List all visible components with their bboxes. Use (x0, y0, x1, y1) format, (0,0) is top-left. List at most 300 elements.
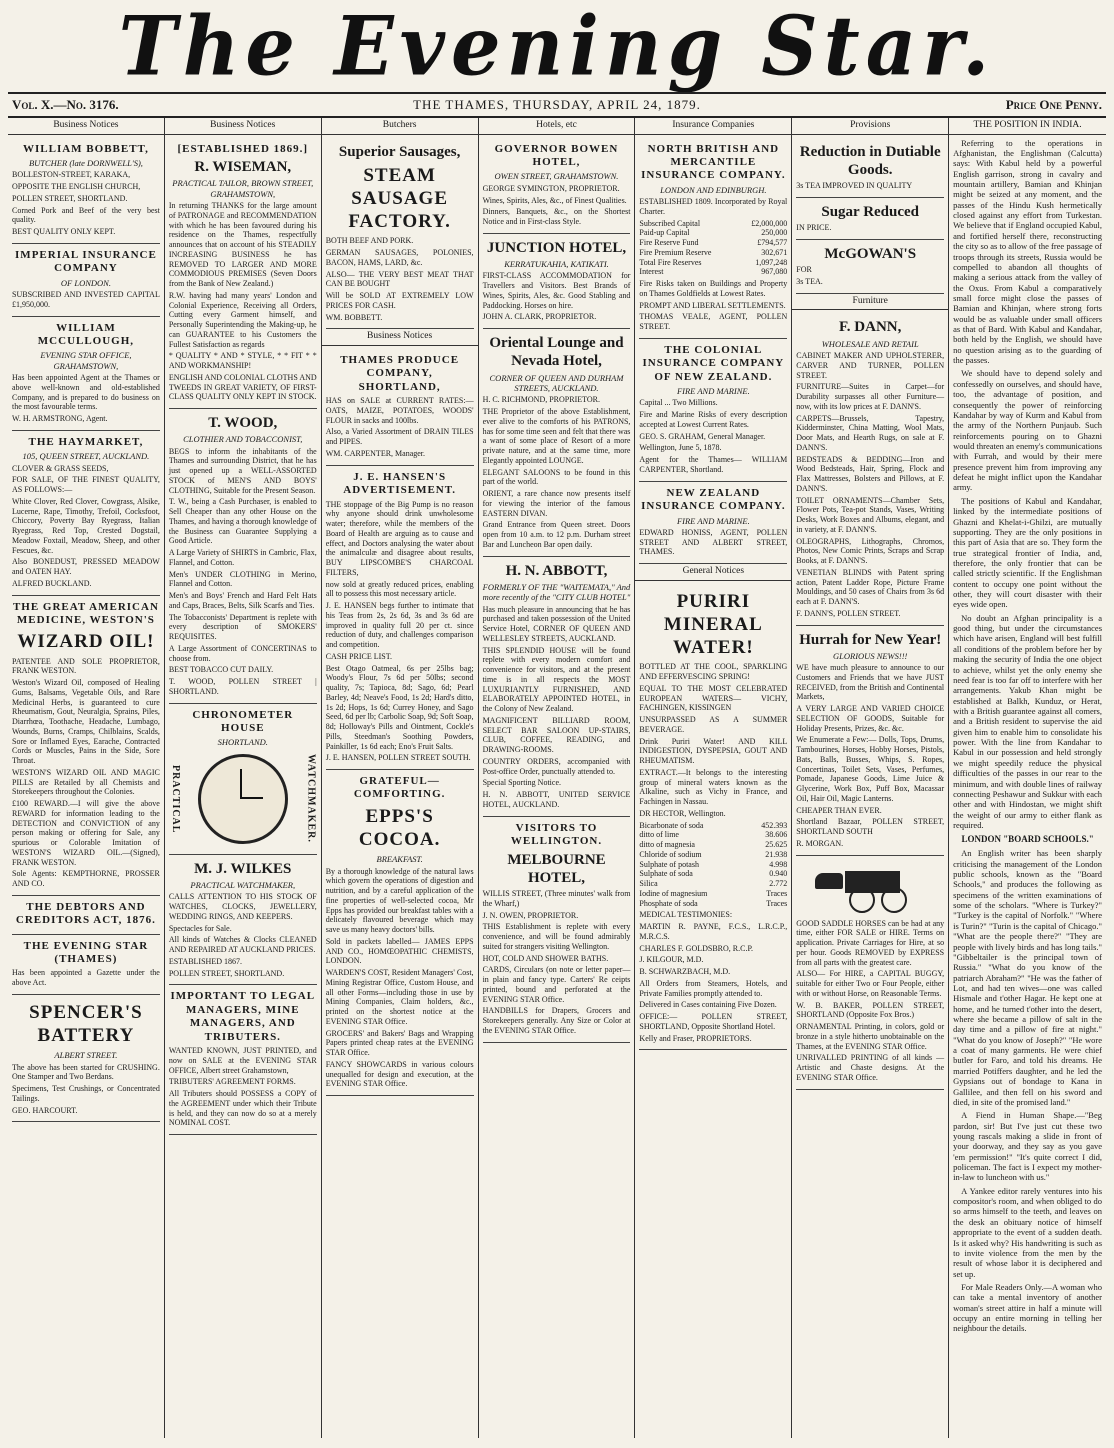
ad-line: Weston's Wizard Oil, composed of Healing Gums, Balsams, Vegetable Oils, and Rare Medicinal Herbs, is guaranteed to cure Rheumatism, Gout, Neuralgia, Sprains, Piles, Diarrhœa, Toothache, Headache, Lumbago, Wounds, Burns, Cramps, Chilblains, Scalds, Sore or Inflamed Eyes, Earache, Contracted Cords or Muscles, Pains in the Side, Sore Throat. (12, 678, 160, 766)
ad-line: Shortland Bazaar, POLLEN STREET, SHORTLAND SOUTH (796, 817, 945, 837)
column-5 (635, 118, 792, 1438)
row-label: Subscribed Capital (639, 218, 701, 228)
masthead (0, 0, 1114, 92)
ad-line: GERMAN SAUSAGES, POLONIES, BACON, HAMS, LARD, &c. (325, 248, 474, 267)
ad-line: HOT, COLD AND SHOWER BATHS. (482, 953, 609, 963)
ad-line: CHARLES F. GOLDSBRO, R.C.P. (639, 943, 754, 953)
advertisement (483, 557, 631, 817)
ad-display-title: STEAM SAUSAGE FACTORY. (348, 164, 451, 233)
ad-line: Men's UNDER CLOTHING in Merino, Flannel and Cotton. (168, 569, 317, 589)
ad-line: H. C. RICHMOND, PROPRIETOR. (482, 395, 600, 405)
ad-line: PROMPT AND LIBERAL SETTLEMENTS. (639, 300, 786, 310)
horse-carriage-icon (815, 863, 925, 915)
ad-line: Spectacles for Sale. (168, 923, 232, 933)
ad-line: ESTABLISHED 1867. (168, 956, 242, 966)
ad-line: F. DANN'S, POLLEN STREET. (796, 608, 901, 618)
advertisement (169, 855, 317, 986)
ad-line: POLLEN STREET, SHORTLAND. (168, 968, 285, 978)
row-label: Fire Reserve Fund (639, 238, 699, 248)
row-value: 38.606 (765, 830, 788, 840)
article-paragraph: A Yankee editor rarely ventures into his compositor's room, and when obliged to do so arms himself to the teeth, and leaves on the desk an obituary notice of himself appropriate to the event of a sudden death. Is it asked why? His handwriting is such as to invite violence from the men by the result of whose labor it is deciphered and set up. (953, 1185, 1102, 1279)
ad-line: 3s TEA. (796, 277, 823, 287)
ad-line: IN PRICE. (796, 223, 832, 233)
advertisement (639, 339, 787, 482)
column-heading: THE POSITION IN INDIA. (949, 118, 1106, 135)
column-4 (479, 118, 636, 1438)
ad-heading: THE DEBTORS AND CREDITORS ACT, 1876. (15, 900, 156, 927)
ad-line: ALSO— THE VERY BEST MEAT THAT CAN BE BOUGHT (325, 269, 474, 289)
ad-heading: WILLIAM MCCULLOUGH, (37, 321, 135, 347)
column-3 (322, 118, 479, 1438)
ad-subtitle: LONDON AND EDINBURGH. (660, 184, 767, 195)
row-value: 2.772 (769, 879, 788, 888)
ad-title: McGOWAN'S (824, 245, 917, 262)
article-paragraph: The positions of Kabul and Kandahar, linked by the intermediate positions of Ghazni and Khelat-i-Ghilzi, are mutually supporting. They are the only positions in this part of Asia that are so. They form the true strategical frontier of India, and, therefore, the only frontier that can be called strictly scientific. If the Englishman content to occupy one point without the other, they will court disaster with their eyes wide open. (953, 495, 1102, 610)
ad-title: Superior Sausages, (338, 143, 461, 160)
ad-line: MEDICAL TESTIMONIES: (639, 910, 733, 920)
row-value: 302,671 (761, 247, 788, 257)
ad-line: OPPOSITE THE ENGLISH CHURCH, (12, 182, 141, 192)
ad-line: J. KILGOUR, M.D. (639, 955, 704, 965)
article-paragraph: We should have to depend solely and confessedly on ourselves, and should have, too, the advantage of position, and consequently the power of reinforcing Kandahar by way of Kurm and Kabul from the army of the Northern Punjaub. Such reinforcements pouring on to Ghazni would threaten an enemy's communications with Furrah, and would by their mere presence prevent him from improving any defeat he might inflict upon the Kandahar army. (953, 368, 1102, 493)
row-label: Silica (639, 879, 658, 888)
table-row (639, 219, 787, 229)
ad-display-title: SPENCER'S BATTERY (29, 1001, 143, 1047)
ad-line: Also, a Varied Assortment of DRAIN TILES and PIPES. (325, 427, 474, 447)
advertisement (12, 995, 160, 1122)
ad-title: R. WISEMAN, (194, 158, 292, 175)
row-value: 0.940 (769, 869, 788, 879)
row-value: 452.393 (761, 820, 788, 830)
table-row (639, 248, 787, 258)
advertisement (326, 770, 474, 1096)
advertisement (796, 856, 944, 1090)
ad-line: THIS Establishment is replete with every convenience, and will be found admirably suited for strangers visiting Wellington. (482, 922, 631, 951)
ad-line: FOR (796, 265, 812, 275)
ad-subtitle: KERRATUKAHIA, KATIKATI. (504, 259, 609, 270)
ad-line: EXTRACT.—It belongs to the interesting group of mineral waters known as the Alkaline, such as Vichy in France, and Fachingen in Nassau. (639, 767, 788, 806)
ad-line: CARDS, Circulars (on note or letter paper—in plain and fancy type. Carters' Re ceipts printed, bound and perforated at the EVENING STAR Office. (482, 965, 631, 1004)
ad-line: ALSO— For HIRE, a CAPITAL BUGGY, suitable for either Two or Four People, either with or without Horse, on Reasonable Terms. (796, 969, 945, 998)
ad-heading: VISITORS TO WELLINGTON. (510, 821, 603, 848)
row-label: ditto of lime (639, 830, 679, 840)
row-value: 1,097,248 (755, 257, 788, 267)
advertisement (483, 817, 631, 1043)
dateline (8, 92, 1106, 118)
ad-line: WM. BOBBETT. (325, 312, 383, 322)
ad-line: Drink Puriri Water! AND KILL INDIGESTION, DYSPEPSIA, GOUT AND RHEUMATISM. (639, 736, 788, 765)
ad-line: Fire Risks taken on Buildings and Property on Thames Goldfields at Lowest Rates. (639, 279, 788, 298)
row-value: £2,000,000 (751, 218, 788, 228)
table-row (639, 889, 787, 899)
clock-icon (198, 754, 288, 844)
columns (8, 118, 1106, 1438)
ad-line: UNSURPASSED AS A SUMMER BEVERAGE. (639, 715, 788, 734)
ad-line: THOMAS VEALE, AGENT, POLLEN STREET. (639, 312, 788, 332)
ad-line: T. WOOD, POLLEN STREET | SHORTLAND. (168, 677, 317, 696)
ad-line: By a thorough knowledge of the natural laws which govern the operations of digestion and nutrition, and by a careful application of the fine properties of well-selected cocoa, Mr Epps has provided our breakfast tables with a delicately flavoured beverage which may save us many heavy doctors' bills. (325, 866, 474, 935)
ad-line: UNRIVALLED PRINTING of all kinds —Artistic and Chaste designs. At the EVENING STAR Office. (796, 1053, 945, 1082)
advertisement (796, 138, 944, 198)
ad-line: GEO. HARCOURT. (12, 1105, 78, 1115)
ad-line: CHEAPER THAN EVER. (796, 805, 882, 815)
article-paragraph: For Male Readers Only.—A woman who can take a mental inventory of another woman's street attire in half a minute will occupy an entire morning in telling her neighbour the details. (953, 1282, 1102, 1334)
table-row (639, 821, 787, 831)
vertical-label-left: PRACTICAL (170, 764, 182, 834)
advertisement (169, 985, 317, 1135)
advertisement (639, 138, 787, 339)
ad-title: F. DANN, (839, 319, 902, 336)
column-7 (949, 118, 1106, 1438)
ad-line: Kelly and Fraser, PROPRIETORS. (639, 1033, 752, 1043)
price: Price One Penny. (1005, 97, 1102, 112)
ad-line: Delivered in Cases containing Five Dozen. (639, 1000, 777, 1010)
ad-line: B. SCHWARZBACH, M.D. (639, 967, 731, 976)
advertisement (12, 896, 160, 935)
ad-line: THE stoppage of the Big Pump is no reason why anyone should drink unwholesome water; therefore, while the members of the Board of Health are arguing as to cause and effect, and Doctors analysing the water about the animalculæ and disagree about results, BUY LIPSCOMBE'S CHARCOAL FILTERS, (325, 499, 474, 577)
advertisement (12, 244, 160, 317)
ad-line: We Enumerate a Few:— Dolls, Tops, Drums, Tambourines, Horses, Hobby Horses, Pistols, Bats, Balls, Busses, Whips, S. Ropes, Concertinas, Toilet Sets, Vases, Perfumes, Pomade, Japanese Goods, Lime Juice & Glycerine, Work Box, Puff Box, Macassar Oil, Hair Oil, Magic Lanterns. (796, 735, 945, 803)
ad-line: MARTIN R. PAYNE, F.C.S., L.R.C.P., M.R.C.S. (639, 922, 788, 941)
row-value: 25.625 (765, 840, 788, 849)
ad-line: Best Otago Oatmeal, 6s per 25lbs bag; Woody's Flour, 7s 6d per 50lbs; second quality, 7s; Tapioca, 8d; Sago, 6d; Pearl Barley, 4d; Neave's Food, 1s 2d; Hard's ditto, 1s 2d; Hops, 1s 6d; Currey Honey, and Sago Seed, 6d per lb; Carbolic Soap, 9d; Soft Soap, 8d; Holloway's Pills and Ointment, Cockle's Pills, Steedman's Soothing Powders, Painkiller, 1s 6d each; Eno's Fruit Salts. (325, 663, 474, 751)
row-label: Iodine of magnesium (639, 888, 708, 898)
ad-line: Fire and Marine Risks of every description accepted at Lowest Current Rates. (639, 410, 788, 429)
ad-line: GOOD SADDLE HORSES can be had at any time, either FOR SALE or HIRE. Terms on application. Private Carriages for Hire, at so per hour. Goods REMOVED by EXPRESS from all parts with the greatest care. (796, 918, 945, 967)
ad-line: DR HECTOR, Wellington. (639, 808, 726, 818)
ad-line: ORIENT, a rare chance now presents itself for viewing the interior of the famous EASTERN DIVAN. (482, 489, 631, 518)
table-row (639, 267, 787, 277)
ad-line: Wellington, June 5, 1878. (639, 443, 722, 453)
row-label: Sulphate of soda (639, 869, 693, 879)
row-value: 4.998 (769, 859, 788, 869)
advertisement (796, 198, 944, 240)
ad-line: ENGLISH AND COLONIAL CLOTHS AND TWEEDS IN GREAT VARIETY, OF FIRST-CLASS QUALITY ONLY KEPT IN STOCK. (168, 372, 317, 402)
ad-line: THIS SPLENDID HOUSE will be found replete with every modern comfort and convenience for visitors, and at the present time is in all respects the MOST LUXURIANTLY FURNISHED, AND ELABORATELY APPOINTED HOTEL, in the Colony of New Zealand. (482, 645, 631, 714)
ad-line: BOTH BEEF AND PORK. (325, 236, 414, 246)
advertisement (12, 317, 160, 431)
ad-line: * QUALITY * AND * STYLE, * * FIT * * AND WORKMANSHIP! (168, 351, 317, 370)
ad-heading: [ESTABLISHED 1869.] (177, 142, 309, 155)
ad-line: The above has been started for CRUSHING. One Stamper and Two Berdans. (12, 1062, 160, 1082)
ad-line: £100 REWARD.—I will give the above REWARD for information leading to the DETECTION and CONVICTION of any person making or offering for Sale, any spurious or Colorable Imitation of WESTON'S WIZARD OIL.—(Signed), FRANK WESTON. (12, 799, 160, 867)
ad-line: ELEGANT SALOONS to be found in this part of the world. (482, 467, 631, 487)
table-row (639, 850, 787, 860)
ad-line: BEDSTEADS & BEDDING—Iron and Wood Bedsteads, Hair, Spring, Flock and Flax Mattresses, Bolsters and Pillows, at F. DANN'S. (796, 454, 945, 493)
ad-subtitle: 105, QUEEN STREET, AUCKLAND. (22, 451, 150, 462)
wheel-shape (881, 887, 907, 913)
table-row (639, 228, 787, 238)
advertisement (639, 482, 787, 564)
ad-line: BOLLESTON-STREET, KARAKA, (12, 170, 131, 180)
clock-illustration (169, 748, 317, 850)
ad-line: T. W., being a Cash Purchaser, is enabled to Sell Cheaper than any other House on the Thames, and having a thorough knowledge of the Business can Guarantee Supplying a Good Article. (168, 497, 317, 546)
ad-line: OLEOGRAPHS, Lithographs, Chromos, Photos, New Comic Prints, Scraps and Scrap Books, at F. DANN'S. (796, 536, 945, 565)
ad-line: BEST QUALITY ONLY KEPT. (12, 227, 116, 237)
table-row (639, 860, 787, 870)
ad-heading: THE HAYMARKET, (28, 435, 144, 448)
ad-line: ESTABLISHED 1809. Incorporated by Royal Charter. (639, 197, 788, 216)
ad-line: R.W. having had many years' London and Colonial Experience, Receiving all Orders, Cutting every Garment himself, and Personally Superintending the Making-up, he can GUARANTEE to his Customers the Fullest Satisfaction as regards (168, 290, 317, 349)
horse-shape (815, 873, 843, 889)
ad-line: PATENTEE AND SOLE PROPRIETOR, FRANK WESTON. (12, 656, 160, 676)
ad-title: JUNCTION HOTEL, (486, 239, 627, 256)
ad-line: EQUAL TO THE MOST CELEBRATED EUROPEAN WATERS— VICHY, FACHINGEN, KISSINGEN (639, 683, 788, 713)
ad-line: White Clover, Red Clover, Cowgrass, Alsike, Lucerne, Rape, Timothy, Trefoil, Cocksfoot, Chiccory, Poverty Bay Ryegrass, Italian Ryegrass, Red Top, Crested Dogstail, Meadow Foxtail, Meadow, Sheep, and other Fescues, &c. (12, 496, 160, 555)
advertisement (326, 138, 474, 330)
table-row (639, 830, 787, 840)
ad-line: CLOVER & GRASS SEEDS, (12, 463, 109, 473)
advertisement (326, 349, 474, 466)
ad-subtitle: PRACTICAL TAILOR, BROWN STREET, GRAHAMSTOWN, (172, 178, 314, 199)
ad-heading: THE GREAT AMERICAN MEDICINE, WESTON'S (12, 600, 159, 626)
ad-line: BEST TOBACCO CUT DAILY. (168, 665, 274, 675)
ad-heading: IMPORTANT TO LEGAL MANAGERS, MINE MANAGERS, AND TRIBUTERS. (170, 990, 316, 1043)
ad-line: Has been appointed a Gazette under the above Act. (12, 968, 160, 988)
ad-subtitle: CORNER OF QUEEN AND DURHAM STREETS, AUCKLAND. (489, 372, 624, 394)
row-label: ditto of magnesia (639, 840, 695, 849)
ad-line: Sole Agents: KEMPTHORNE, PROSSER AND CO. (12, 869, 160, 889)
ad-line: GEO. S. GRAHAM, General Manager. (639, 431, 766, 441)
section-heading: Business Notices (322, 329, 478, 346)
advertisement (483, 138, 631, 234)
ad-line: J. N. OWEN, PROPRIETOR. (482, 910, 579, 920)
ad-heading: GRATEFUL—COMFORTING. (353, 775, 446, 801)
ad-line: FURNITURE—Suites in Carpet—for Durability surpasses all other Furniture—now, with its low prices at F. DANN'S. (796, 382, 945, 411)
ad-line: Agent for the Thames— WILLIAM CARPENTER, Shortland. (639, 455, 788, 474)
ad-heading: IMPERIAL INSURANCE COMPANY (15, 248, 157, 275)
section-heading: General Notices (635, 564, 791, 581)
article-heading: LONDON "BOARD SCHOOLS." (961, 834, 1094, 845)
ad-line: COUNTRY ORDERS, accompanied with Post-office Order, punctually attended to. (482, 756, 631, 776)
ad-line: FANCY SHOWCARDS in various colours unequalled for design and execution, at the EVENING STAR Office. (325, 1059, 474, 1089)
ad-subtitle: EVENING STAR OFFICE, GRAHAMSTOWN, (40, 350, 132, 371)
ad-subtitle: BREAKFAST. (376, 854, 423, 865)
ad-line: Will be SOLD AT EXTREMELY LOW PRICES FOR CASH. (325, 291, 474, 310)
ad-title: Hurrah for New Year! (799, 631, 942, 648)
ad-heading: GOVERNOR BOWEN HOTEL, (494, 142, 619, 168)
ad-line: J. E. HANSEN, POLLEN STREET SOUTH. (325, 753, 471, 763)
column-heading: Hotels, etc (479, 118, 635, 135)
advertisement (483, 234, 631, 329)
ad-heading: THE EVENING STAR (THAMES) (23, 939, 149, 966)
article-paragraph: No doubt an Afghan principality is a good thing, but under the circumstances which have arisen, England will best fulfill all conditions of the problem before her by making the security of India the one object to achieve, whilst yet the only enemy she need fear is too far off to interfere with her arrangements. Yakub Khan might be established at Balkh, Kunduz, or Herat, with a British guarantee against all comers, and a British resident to supervise the aid given him to enable him to consolidate his power. With the line from Kandahar to Kabul in our possession and held strongly we might speedily reduce the physical difficulties of the passes in our rear to the minimum, and with double lines of railway connecting Peshawur and Sukkur with each other and with Hindostan, we might shift the weight of our army to either flank as required. (953, 612, 1102, 830)
row-label: Fire Premium Reserve (639, 247, 712, 257)
ad-subtitle: OWEN STREET, GRAHAMSTOWN. (494, 171, 619, 182)
ad-display-title: WIZARD OIL! (17, 631, 155, 653)
ad-heading: THAMES PRODUCE COMPANY, SHORTLAND, (340, 353, 460, 393)
advertisement (169, 409, 317, 704)
row-label: Total Fire Reserves (639, 257, 702, 267)
row-label: Paid-up Capital (639, 228, 690, 238)
row-value: 21.938 (765, 849, 788, 859)
row-label: Phosphate of soda (639, 898, 698, 908)
ad-title: Oriental Lounge and Nevada Hotel, (489, 335, 624, 370)
table-row (639, 869, 787, 879)
ad-line: WM. CARPENTER, Manager. (325, 448, 426, 458)
ad-line: JOHN A. CLARK, PROPRIETOR. (482, 312, 597, 322)
ad-line: J. E. HANSEN begs further to intimate that his Teas from 2s, 2s 6d, 3s and 3s 6d are improved in quality full 20 per ct. since reduction of duty, and challenges comparison and competition. (325, 601, 474, 649)
ad-line: POLLEN STREET, SHORTLAND. (12, 193, 128, 203)
ad-subtitle: SHORTLAND. (217, 737, 268, 748)
ad-line: VENETIAN BLINDS with Patent spring action, Patent Ladder Rope, Picture Frame Mouldings, and 50 cases of Chairs from 3s 6d each at F. DANN'S. (796, 567, 945, 606)
ad-line: Sold in packets labelled— JAMES EPPS AND CO., HOMŒOPATHIC CHEMISTS, LONDON. (325, 936, 474, 966)
ad-subtitle: BUTCHER (late DORNWELL'S), (28, 157, 143, 168)
volume-number: Vol. X.—No. 3176. (12, 97, 119, 112)
table-row (639, 258, 787, 268)
table-row (639, 238, 787, 248)
table-row (639, 840, 787, 850)
ad-title: T. WOOD, (208, 415, 278, 431)
ad-line: A Large Variety of SHIRTS in Cambric, Flax, Flannel, and Cotton. (168, 548, 317, 567)
advertisement (796, 313, 944, 625)
row-label: Bicarbonate of soda (639, 820, 704, 830)
advertisement (639, 584, 787, 1051)
ad-heading: WILLIAM BOBBETT, (23, 142, 149, 155)
advertisement (169, 704, 317, 855)
ad-line: Special Sporting Notice. (482, 778, 561, 788)
article (953, 138, 1102, 1334)
ad-line: In returning THANKS for the large amount of PATRONAGE and RECOMMENDATION with which he has been favoured during his residence on the Thames, respectfully announces that on account of his STEADILY INCREASING BUSINESS he has REMOVED TO LARGER AND MORE COMMODIOUS PREMISES (Seven Doors from the Bank of New Zealand.) (168, 201, 317, 288)
ad-line: ORNAMENTAL Printing, in colors, gold or bronze in a style hitherto unobtainable on the Thames, at the EVENING STAR Office. (796, 1022, 945, 1051)
column-heading: Business Notices (8, 118, 164, 135)
ad-line: EDWARD HONISS, AGENT, POLLEN STREET AND ALBERT STREET, THAMES. (639, 527, 788, 557)
ad-subtitle: WHOLESALE AND RETAIL (821, 338, 919, 349)
ad-subtitle: CLOTHIER AND TOBACCONIST, (183, 434, 303, 445)
ad-line: TOILET ORNAMENTS—Chamber Sets, Flower Pots, Tea-pot Stands, Vases, Writing Desks, Work Boxes and Albums, elegant, and in variety, at F. DANN'S. (796, 495, 945, 534)
ad-heading: THE COLONIAL INSURANCE COMPANY OF NEW ZEALAND. (642, 343, 785, 383)
row-value: £794,577 (757, 238, 788, 248)
ad-line: Grand Entrance from Queen street. Doors open from 10 a.m. to 12 p.m. Durham street Bar and Luncheon Bar open daily. (482, 520, 631, 549)
ad-line: WE have much pleasure to announce to our Customers and Friends that we have JUST RECEIVED, from the British and Continental Markets, (796, 663, 945, 702)
column-heading: Insurance Companies (635, 118, 791, 135)
row-value: 967,080 (761, 267, 788, 277)
issue-date: THE THAMES, THURSDAY, APRIL 24, 1879. (413, 97, 701, 112)
advertisement (796, 240, 944, 294)
ad-line: W. B. BAKER, POLLEN STREET, SHORTLAND (Opposite Fox Bros.) (796, 1000, 945, 1020)
ad-heading: CHRONOMETER HOUSE (192, 708, 294, 735)
ad-title: H. N. ABBOTT, (505, 562, 608, 579)
ad-title: Reduction in Dutiable Goods. (799, 143, 941, 178)
wheel-shape (849, 887, 875, 913)
advertisement (12, 138, 160, 244)
advertisement (12, 935, 160, 995)
row-value: 250,000 (761, 228, 788, 238)
ad-line: OFFICE:— POLLEN STREET, SHORTLAND, Opposite Shortland Hotel. (639, 1012, 788, 1031)
ad-line: CALLS ATTENTION TO HIS STOCK OF WATCHES, CLOCKS, JEWELLERY, WEDDING RINGS, AND KEEPERS. (168, 892, 317, 921)
ad-subtitle: FIRE AND MARINE. (676, 515, 750, 526)
ad-line: H. N. ABBOTT, UNITED SERVICE HOTEL, AUCKLAND. (482, 790, 631, 809)
ad-heading: NEW ZEALAND INSURANCE COMPANY. (641, 486, 786, 513)
vertical-label-right: WATCHMAKER. (305, 754, 317, 844)
ad-line: Has much pleasure in announcing that he has purchased and taken possession of the United Service Hotel, CORNER OF QUEEN AND WELLESLEY STREETS, AUCKLAND. (482, 604, 631, 643)
ad-line: THE Proprietor of the above Establishment, ever alive to the comforts of his PATRONS, has for some time seen and felt that there was a want of some place of Resort of a more private nature, and at the same time, more Elegantly appointed LOUNGE. (482, 407, 631, 465)
ad-line: Has been appointed Agent at the Thames or above well-known and old-established Company, and is prepared to do business on the most favourable terms. (12, 373, 160, 412)
article-paragraph: An English writer has been sharply criticising the management of the London public schools, known as the "Board Schools," and produces the following as specimens of the written examinations of some of the scholars. "Where is Turkey?" "Turkey is the capital of Norfolk." "Where is Turin?" "Turin is the capital of Chicago." "What are the people there?" "They are people with lively birds and has long tails." "Gibbeltailer is the principal town of Russia." "What do you know of the patriarch Abraham?" "He was the father of Lot, and had ten wives—one was called Hismale and t'other Hagar. He kept one at home, and he turned t'other into the desert, where she became a pillow of salt in the day time and a pillow of fire at night." "What do you know of Joseph?" "He wore a coat of many garments. He were chief butler for Faro, and told his dreams. He married Potiffers daughter, and he led the Gypsians out of bondage to Kana in Gallilee, and then fell on his sword and died, in site of the promised land." (953, 848, 1102, 1107)
ad-line: CASH PRICE LIST. (325, 651, 393, 661)
ad-heading: J. E. HANSEN'S ADVERTISEMENT. (343, 470, 456, 497)
ad-line: TRIBUTERS' AGREEMENT FORMS. (168, 1077, 296, 1087)
ad-line: CABINET MAKER AND UPHOLSTERER, CARVER AND TURNER, POLLEN STREET. (796, 351, 945, 380)
ad-line: Specimens, Test Crushings, or Concentrated Tailings. (12, 1084, 160, 1103)
ad-line: GEORGE SYMINGTON, PROPRIETOR. (482, 183, 620, 193)
ad-line: A VERY LARGE AND VARIED CHOICE SELECTION OF GOODS, Suitable for Holiday Presents, Prizes, &c. &c. (796, 704, 945, 733)
column-1 (8, 118, 165, 1438)
ad-line: R. MORGAN. (796, 838, 844, 848)
ad-line: BEGS to inform the inhabitants of the Thames and surrounding District, that he has just opened up a WELL-ASSORTED STOCK of MEN'S AND BOYS' CLOTHING, Suitable for the Present Season. (168, 446, 317, 495)
advertisement (169, 138, 317, 409)
ad-line: HANDBILLS for Drapers, Grocers and Storekeepers generally. Any Size or Color at the EVENING STAR Office. (482, 1006, 631, 1035)
ad-subtitle: GLORIOUS NEWS!!! (833, 650, 908, 661)
ad-line: ALFRED BUCKLAND. (12, 578, 92, 588)
ad-subtitle: OF LONDON. (60, 277, 111, 288)
ad-line: WANTED KNOWN, JUST PRINTED, and now on SALE at the EVENING STAR OFFICE, Albert street Grahamstown, (168, 1046, 317, 1075)
advertisement (326, 466, 474, 770)
ad-line: FIRST-CLASS ACCOMMODATION for Travellers and Visitors. Best Brands of Wines, Spirits, Ales, &c. Good Stabling and Paddocking. Horses on hire. (482, 271, 631, 310)
ad-subtitle: FORMERLY OF THE "WAITEMATA," And more recently of the "CITY CLUB HOTEL" (482, 582, 631, 603)
ad-title: MELBOURNE HOTEL, (507, 851, 606, 886)
ad-line: A Large Assortment of CONCERTINAS to choose from. (168, 643, 317, 663)
table-row (639, 899, 787, 909)
ad-title: M. J. WILKES (194, 860, 292, 877)
ad-line: now sold at greatly reduced prices, enabling all to possess this most necessary article. (325, 579, 474, 599)
row-label: Chloride of sodium (639, 849, 702, 859)
column-heading: Business Notices (165, 118, 321, 135)
ad-line: WARDEN'S COST, Resident Managers' Cost, Mining Registrar Office, Custom House, and all other Forms—including those in use by Mining Companies, Claim holders, &c., printed on the shortest notice at the EVENING STAR Office. (325, 968, 474, 1026)
ad-line: Wines, Spirits, Ales, &c., of Finest Qualities. (482, 195, 627, 205)
column-heading: Butchers (322, 118, 478, 135)
column-heading: Provisions (792, 118, 948, 135)
ad-display-title: EPPS'S COCOA. (358, 805, 441, 850)
ad-title: Sugar Reduced (821, 203, 920, 220)
ad-line: BOTTLED AT THE COOL, SPARKLING AND EFFERVESCING SPRING! (639, 662, 788, 681)
ad-line: All Tributers should POSSESS a COPY of the AGREEMENT under which their Tribute is held, and they can now do so at a merely NOMINAL COST. (168, 1089, 317, 1128)
advertisement (12, 596, 160, 896)
ad-line: MAGNIFICENT BILLIARD ROOM, SELECT BAR SALOON UP-STAIRS, CLUB, COFFEE, READING, and DRAWING-ROOMS. (482, 715, 631, 755)
advertisement (796, 626, 944, 856)
table-row (639, 879, 787, 889)
newspaper-title: The Evening Star. (118, 0, 996, 94)
article-paragraph: Referring to the operations in Afghanistan, the Englishman (Calcutta) says: With Kabul held by a powerful English garrison, strong in cavalry and mountain artillery, Bamian and Khinjan might be seized at any moment, and the passes of the Hindu Kush hermetically closed against any effort from Turkestan. We believe that if England occupied Kabul, and fortified herself there, reconstructing the city so as to allow of the free passage of troops through its streets, Russia would be compelled to abandon all thoughts of making a serious attack from the valley of the Oxus. From Kabul a comparatively small force might close the passes of Bamian and Khinjan, where strong forts would be as valuable under small officers as that of Bard. With Kabul and Kandahar, both held by the English, we should have no question arising as to the guarding of the passes. (953, 137, 1102, 366)
column-2 (165, 118, 322, 1438)
ad-heading: NORTH BRITISH AND MERCANTILE INSURANCE COMPANY. (641, 142, 786, 182)
article-paragraph: A Fiend in Human Shape.—"Beg pardon, sir! But I've just cut these two young rascals making a slide in front of your doorway, and they say as you gave 'em permission!" "It's quite correct I did, policeman. The fact is I expect my mother-in-law to luncheon with us." (953, 1110, 1102, 1183)
row-value: Traces (766, 888, 788, 898)
advertisement (12, 431, 160, 596)
ad-line: All Orders from Steamers, Hotels, and Private Families promptly attended to. (639, 978, 788, 998)
section-heading: Furniture (792, 294, 948, 311)
ad-line: All kinds of Watches & Clocks CLEANED AND REPAIRED AT AUCKLAND PRICES. (168, 935, 317, 955)
ad-line: Corned Pork and Beef of the very best quality. (12, 205, 160, 225)
advertisement (483, 329, 631, 557)
ad-line: 3s TEA IMPROVED IN QUALITY (796, 181, 913, 191)
ad-line: CARPETS—Brussels, Tapestry, Kidderminster, China Matting, Wool Mats, Door Mats, and Hearth Rugs, on sale at F. DANN'S. (796, 413, 945, 452)
ad-line: Capital ... Two Millions. (639, 398, 718, 408)
row-value: Traces (766, 898, 788, 908)
ad-line: WESTON'S WIZARD OIL AND MAGIC PILLS are Retailed by all Chemists and Storekeepers throughout the Colonies. (12, 767, 160, 797)
ad-subtitle: PRACTICAL WATCHMAKER, (190, 880, 296, 891)
column-6 (792, 118, 949, 1438)
ad-line: HAS on SALE at CURRENT RATES:— OATS, MAIZE, POTATOES, WOODS' FLOUR in sacks and 100lbs. (325, 396, 474, 425)
row-label: Sulphate of potash (639, 859, 699, 869)
ad-display-title: PURIRI MINERAL WATER! (663, 590, 763, 659)
ad-line: Dinners, Banquets, &c., on the Shortest Notice and in First-class Style. (482, 207, 631, 226)
ad-line: Also BONEDUST, PRESSED MEADOW and OATEN HAY. (12, 557, 160, 577)
ad-subtitle: ALBERT STREET. (54, 1050, 118, 1061)
ad-line: FOR SALE, OF THE FINEST QUALITY, AS FOLLOWS:— (12, 475, 160, 495)
ad-line: The Tobacconists' Department is replete with every description of SMOKERS' REQUISITES. (168, 612, 317, 642)
ad-line: W. H. ARMSTRONG, Agent. (12, 414, 108, 424)
